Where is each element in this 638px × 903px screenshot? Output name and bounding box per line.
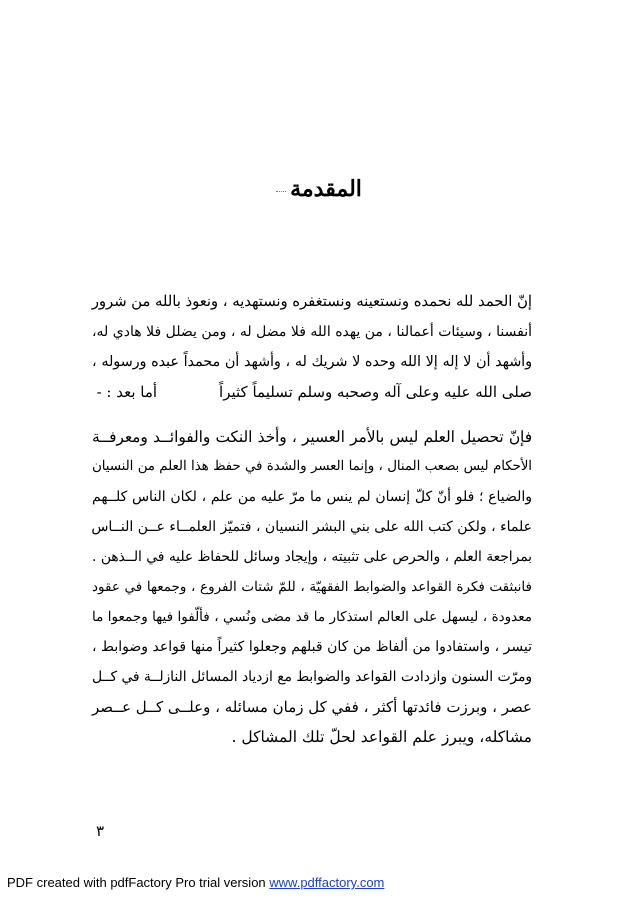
body-line: تيسر ، واستفادوا من ألفاظ من كان قبلهم وجعلوا كثيراً منها قواعد وضوابط ،: [92, 639, 532, 655]
pdf-footer: [7, 875, 384, 890]
body-line: معدودة ، ليسهل على العالم استذكار ما قد مضى ونُسي ، فألّفوا فيها وجمعوا ما: [92, 609, 532, 625]
body-line: عصر ، وبرزت فائدتها أكثر ، ففي كل زمان مسائله ، وعلــى كــل عــصر: [92, 698, 532, 716]
page-number: ٣: [96, 822, 105, 840]
intro-closing-line: [92, 377, 532, 407]
footer-link[interactable]: www.pdffactory.com: [269, 875, 385, 890]
intro-line: وأشهد أن لا إله إلا الله وحده لا شريك له ، وأشهد أن محمداً عبده ورسوله ،: [92, 354, 532, 370]
body-line: مشاكله، ويبرز علم القواعد لحلّ تلك المشاكل .: [231, 728, 532, 746]
body-line: ومرّت السنون وازدادت القواعد والضوابط مع ازدياد المسائل النازلــة في كــل: [92, 669, 532, 685]
body-line: بمراجعة العلم ، والحرص على تثبيته ، وإيجاد وسائل للحفاظ عليه في الــذهن .: [92, 549, 532, 565]
intro-line: إنّ الحمد لله نحمده ونستعينه ونستغفره ونستهديه ، ونعوذ بالله من شرور: [91, 293, 532, 310]
body-line: فانبثقت فكرة القواعد والضوابط الفقهيّة ، للمّ شتات الفروع ، وجمعها في عقود: [92, 579, 532, 595]
page-title: [0, 176, 638, 202]
intro-line: أنفسنا ، وسيئات أعمالنا ، من يهده الله فلا مضل له ، ومن يضلل فلا هادي له،: [92, 324, 532, 340]
intro-closing-text: صلى الله عليه وعلى آله وصحبه وسلم تسليماً كثيراً: [219, 383, 532, 401]
body-line: والضياع ؛ فلو أنّ كلّ إنسان لم ينس ما مرّ عليه من علم ، لكان الناس كلــهم: [92, 489, 532, 505]
body-line: الأحكام ليس بصعب المنال ، وإنما العسر والشدة في حفظ هذا العلم من النسيان: [92, 459, 532, 474]
amma-baad: أما بعد : -: [96, 383, 158, 401]
footer-text: PDF created with pdfFactory Pro trial version: [7, 875, 270, 890]
intro-paragraph: [92, 287, 532, 407]
title-mark: [276, 189, 286, 192]
title-text: المقدمة: [290, 176, 362, 202]
body-paragraph: [92, 422, 532, 752]
body-line: فإنّ تحصيل العلم ليس بالأمر العسير ، وأخذ النكت والفوائــد ومعرفــة: [92, 428, 532, 446]
body-line: علماء ، ولكن كتب الله على بني البشر النسيان ، فتميّز العلمــاء عــن النــاس: [91, 519, 532, 535]
